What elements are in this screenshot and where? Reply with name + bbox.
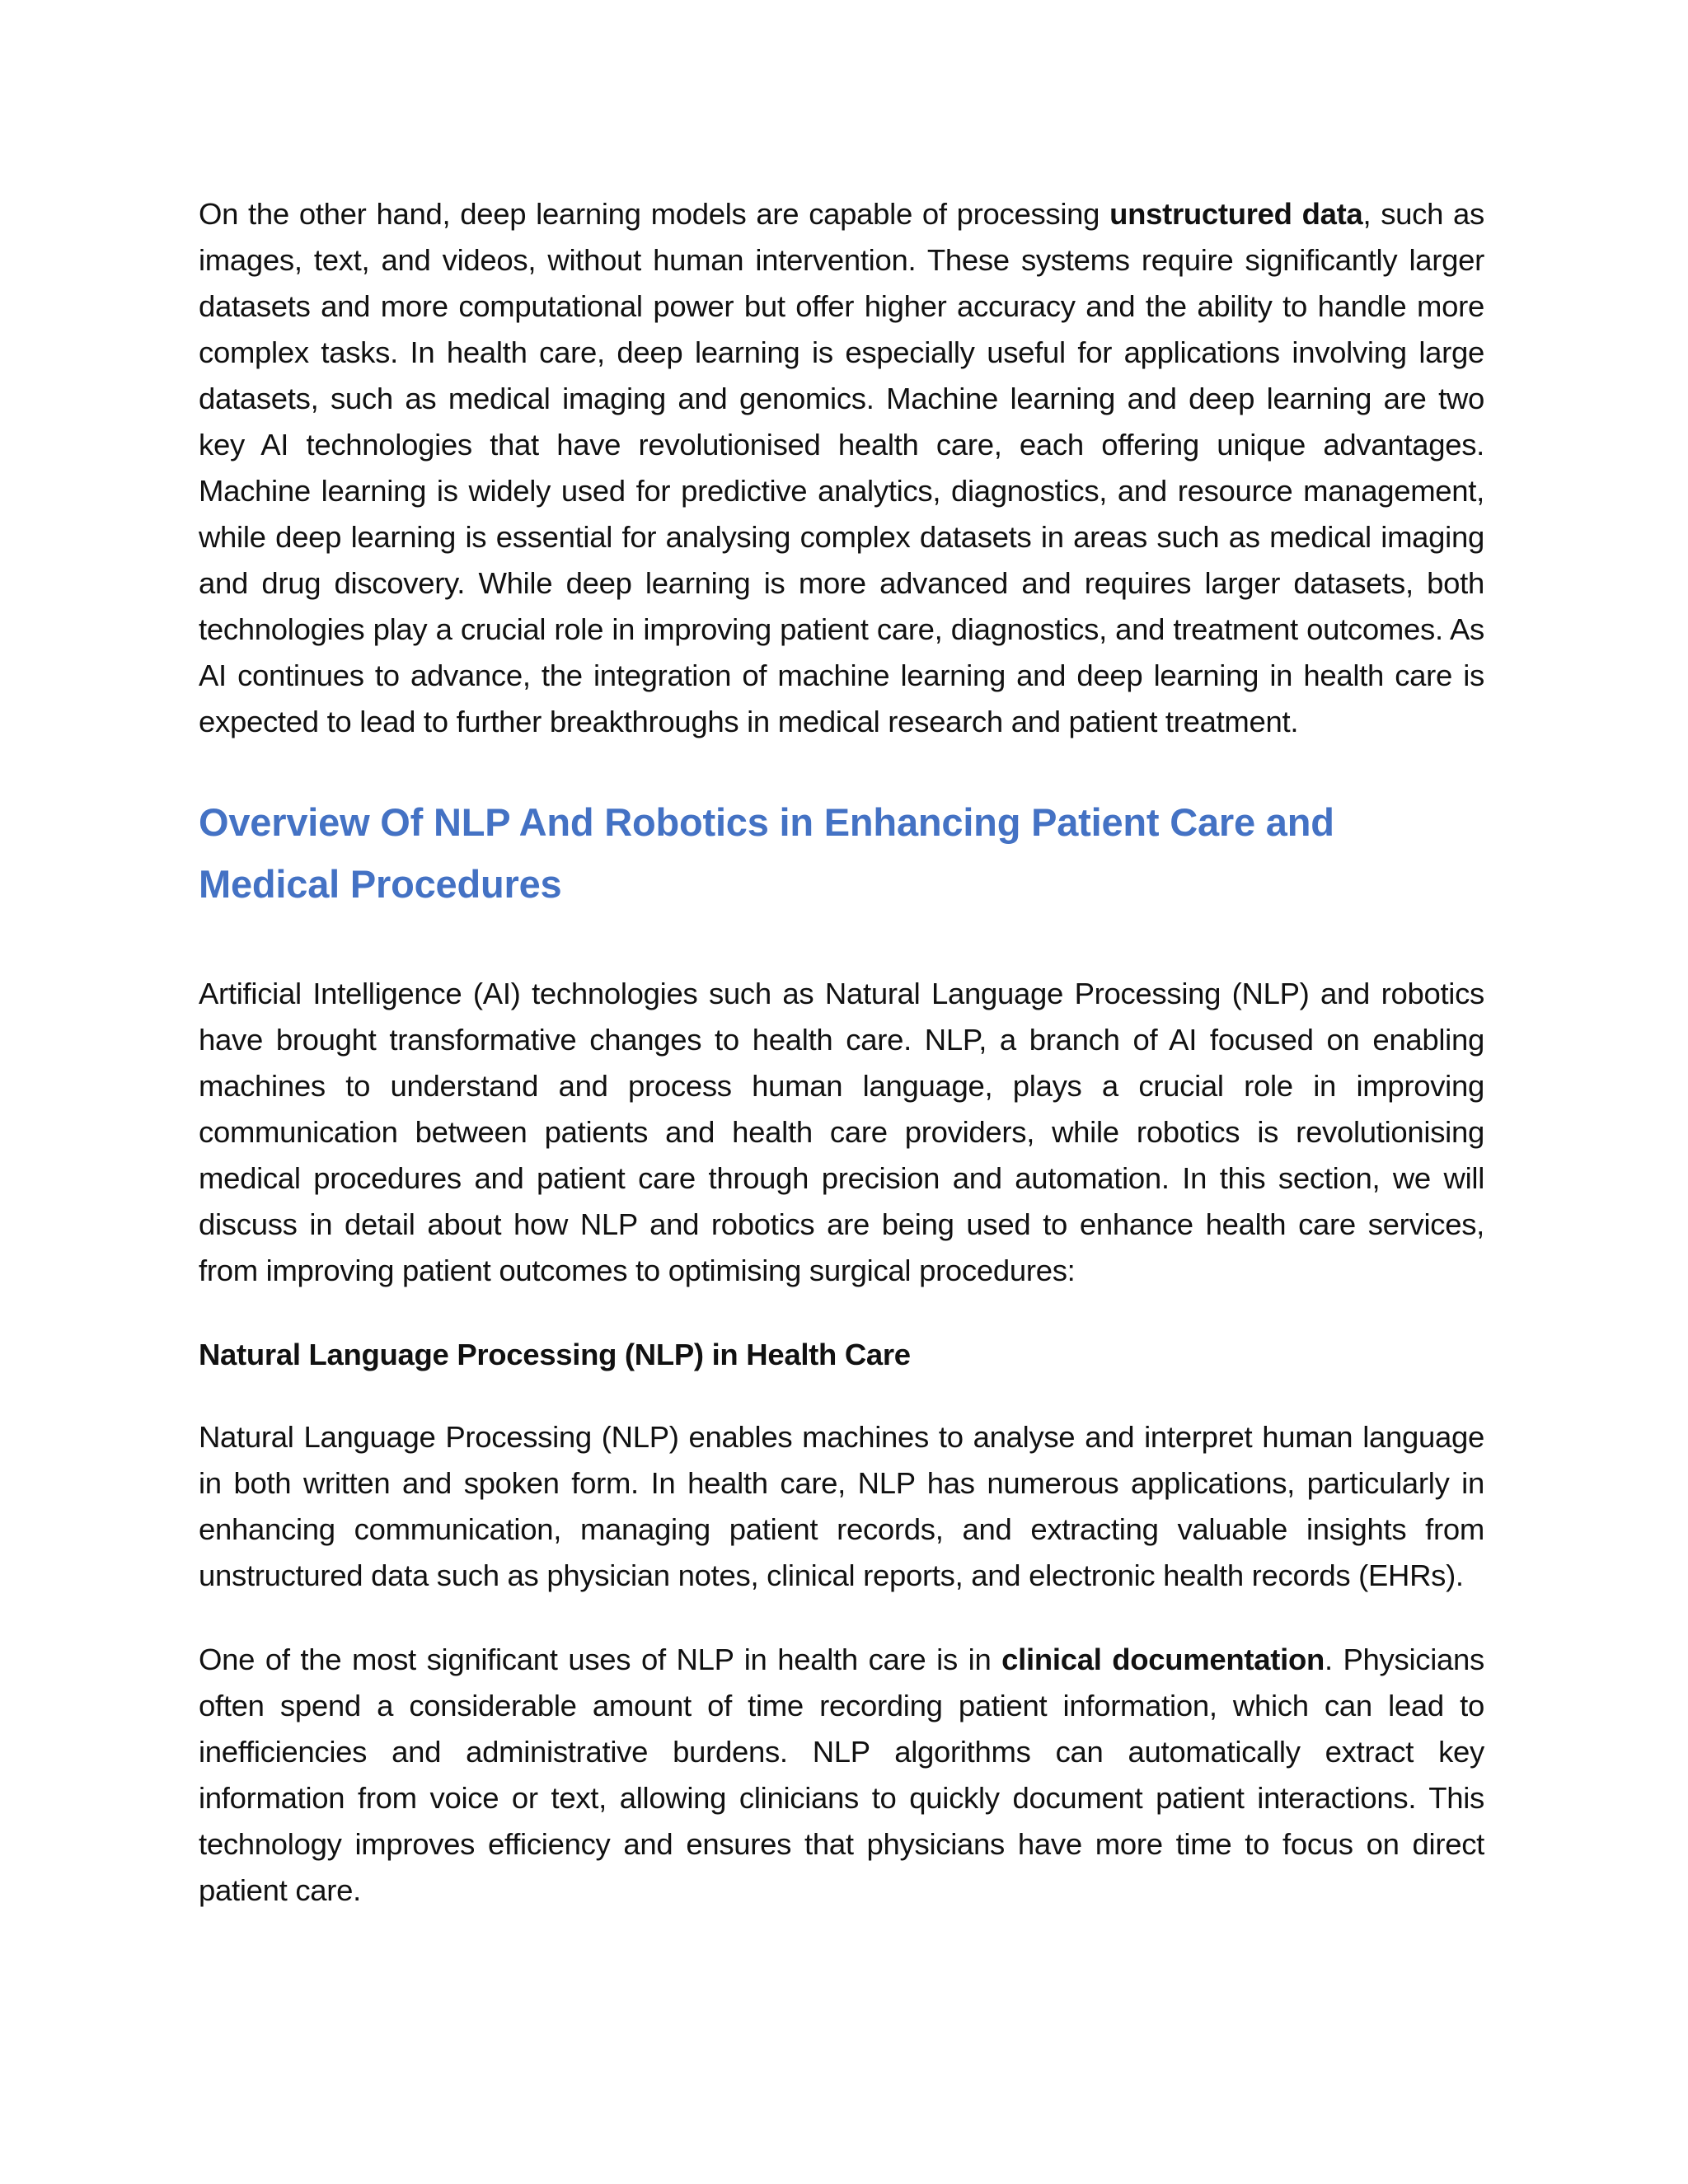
paragraph-deep-learning [199, 191, 1484, 745]
paragraph-ai-overview: Artificial Intelligence (AI) technologies such as Natural Language Processing (NLP) and robotics have brought transformative changes to health care. NLP, a branch of AI focused on enabling machines to understand and process human language, plays a crucial role in improving communication between patients and health care providers, while robotics is revolutionising medical procedures and patient care through precision and automation. In this section, we will discuss in detail about how NLP and robotics are being used to enhance health care services, from improving patient outcomes to optimising surgical procedures: [199, 977, 1484, 1287]
subsection-heading: Natural Language Processing (NLP) in Health Care [199, 1338, 911, 1371]
document-body [199, 191, 1484, 1914]
paragraph-text: , such as images, text, and videos, without human intervention. These systems require significantly larger datasets and more computational power but offer higher accuracy and the ability to handle more complex tasks. In health care, deep learning is especially useful for applications involving large datasets, such as medical imaging and genomics. Machine learning and deep learning are two key AI technologies that have revolutionised health care, each offering unique advantages. Machine learning is widely used for predictive analytics, diagnostics, and resource management, while deep learning is essential for analysing complex datasets in areas such as medical imaging and drug discovery. While deep learning is more advanced and requires larger datasets, both technologies play a crucial role in improving patient care, diagnostics, and treatment outcomes. As AI continues to advance, the integration of machine learning and deep learning in health care is expected to lead to further breakthroughs in medical research and patient treatment. [199, 197, 1485, 738]
paragraph-clinical-documentation [199, 1637, 1484, 1914]
bold-term-unstructured-data: unstructured data [1109, 197, 1363, 231]
section-heading: Overview Of NLP And Robotics in Enhancing Patient Care and Medical Procedures [199, 800, 1334, 906]
paragraph-text: On the other hand, deep learning models are capable of processing [199, 197, 1110, 231]
paragraph-nlp-intro: Natural Language Processing (NLP) enables machines to analyse and interpret human language in both written and spoken form. In health care, NLP has numerous applications, particularly in enhancing communication, managing patient records, and extracting valuable insights from unstructured data such as physician notes, clinical reports, and electronic health records (EHRs). [199, 1420, 1484, 1592]
bold-term-clinical-documentation: clinical documentation [1001, 1643, 1325, 1676]
paragraph-text: . Physicians often spend a considerable amount of time recording patient information, which can lead to inefficiencies and administrative burdens. NLP algorithms can automatically extract key information from voice or text, allowing clinicians to quickly document patient interactions. This technology improves efficiency and ensures that physicians have more time to focus on direct patient care. [199, 1643, 1484, 1907]
paragraph-text: One of the most significant uses of NLP in health care is in [199, 1643, 1002, 1676]
